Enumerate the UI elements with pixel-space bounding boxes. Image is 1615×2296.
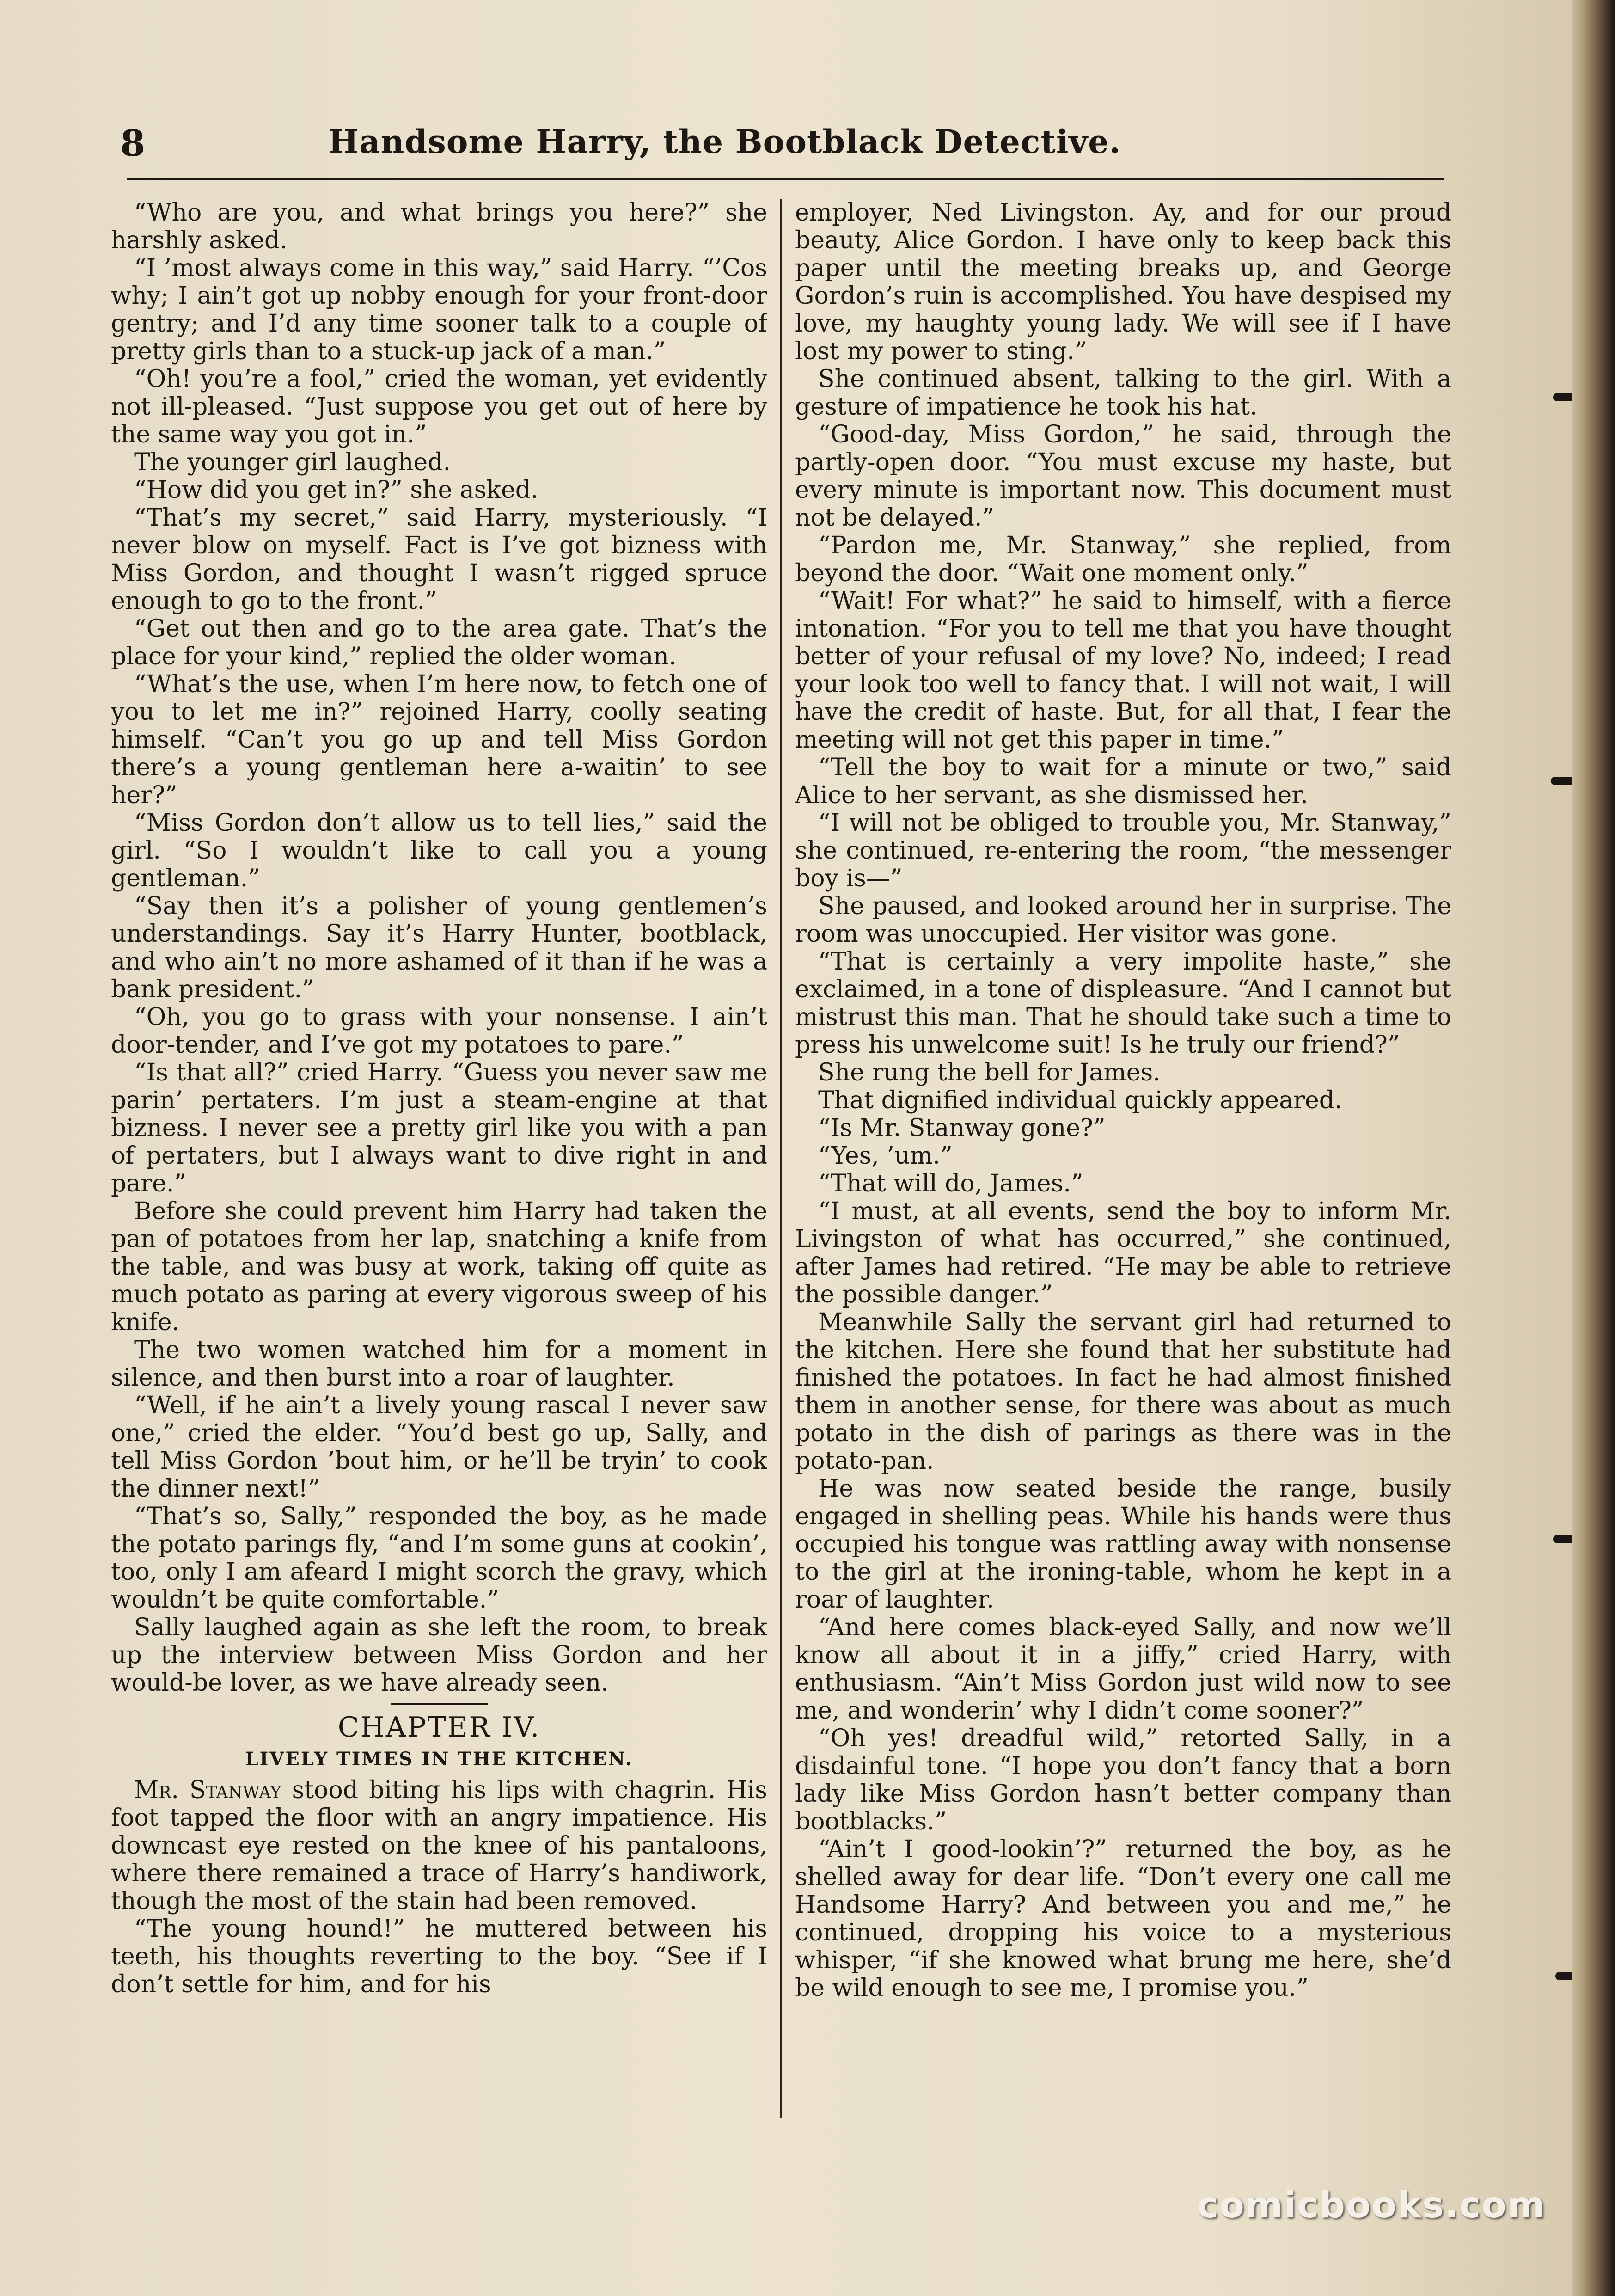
page-header: [111, 118, 1442, 178]
paragraph: “Tell the boy to wait for a minute or two,” said Alice to her servant, as she dismissed her.: [795, 754, 1451, 809]
running-title: Handsome Harry, the Bootblack Detective.: [328, 123, 1121, 161]
paragraph: “Miss Gordon don’t allow us to tell lies,” said the girl. “So I wouldn’t like to call you a young gentleman.”: [111, 809, 767, 892]
paragraph: “And here comes black-eyed Sally, and now we’ll know all about it in a jiffy,” cried Harry, with enthusiasm. “Ain’t Miss Gordon just wild now to see me, and wonderin’ why I didn’t come sooner?”: [795, 1614, 1451, 1725]
chapter-title: CHAPTER IV.: [337, 1711, 541, 1743]
paragraph: “Good-day, Miss Gordon,” he said, through the partly-open door. “You must excuse my haste, but every minute is important now. This document must not be delayed.”: [795, 421, 1451, 532]
paragraph: Before she could prevent him Harry had taken the pan of potatoes from her lap, snatching a knife from the table, and was busy at work, taking off quite as much potato as paring at every vigorous sweep of his knife.: [111, 1197, 767, 1336]
paragraph: “Is that all?” cried Harry. “Guess you never saw me parin’ pertaters. I’m just a steam-engine at that bizness. I never see a pretty girl like you with a pan of pertaters, but I always want to dive right in and pare.”: [111, 1059, 767, 1197]
paragraph: “Say then it’s a polisher of young gentlemen’s understandings. Say it’s Harry Hunter, bootblack, and who ain’t no more ashamed of it than if he was a bank president.”: [111, 892, 767, 1003]
paragraph: “Yes, ’um.”: [818, 1142, 953, 1170]
paragraph: “I will not be obliged to trouble you, Mr. Stanway,” she continued, re-entering the room, “the messenger boy is—”: [795, 809, 1451, 892]
paragraph: The younger girl laughed.: [134, 448, 451, 476]
paragraph: He was now seated beside the range, busily engaged in shelling peas. While his hands were thus occupied his tongue was rattling away with nonsense to the girl at the ironing-table, whom he kept in a roar of laughter.: [795, 1475, 1451, 1614]
chapter-lead-words: Mr. Stanway: [134, 1776, 281, 1804]
paragraph: She continued absent, talking to the girl. With a gesture of impatience he took his hat.: [795, 365, 1451, 421]
paragraph: “Ain’t I good-lookin’?” returned the boy, as he shelled away for dear life. “Don’t every one call me Handsome Harry? And between you and me,” he continued, dropping his voice to a mysterious whisper, “if she knowed what brung me here, she’d be wild enough to see me, I promise you.”: [795, 1836, 1451, 2002]
paragraph: “I must, at all events, send the boy to inform Mr. Livingston of what has occurred,” she continued, after James had retired. “He may be able to retrieve the possible danger.”: [795, 1197, 1451, 1308]
chapter-subtitle: LIVELY TIMES IN THE KITCHEN.: [245, 1748, 633, 1770]
paragraph: Sally laughed again as she left the room, to break up the interview between Miss Gordon and her would-be lover, as we have already seen.: [111, 1614, 767, 1697]
paragraph: employer, Ned Livingston. Ay, and for our proud beauty, Alice Gordon. I have only to keep back this paper until the meeting breaks up, and George Gordon’s ruin is accomplished. You have despised my love, my haughty young lady. We will see if I have lost my power to sting.”: [795, 199, 1451, 365]
left-column: [111, 199, 767, 2159]
paragraph: “The young hound!” he muttered between his teeth, his thoughts reverting to the boy. “See if I don’t settle for him, and for his: [111, 1915, 767, 1998]
paragraph: “Who are you, and what brings you here?” she harshly asked.: [111, 199, 767, 254]
paragraph: “Wait! For what?” he said to himself, with a fierce intonation. “For you to tell me that you have thought better of your refusal of my love? No, indeed; I read your look too well to fancy that. I will not wait, I will have the credit of haste. But, for all that, I fear the meeting will not get this paper in time.”: [795, 587, 1451, 754]
header-rule: [127, 178, 1444, 180]
paragraph: The two women watched him for a moment in silence, and then burst into a roar of laughter.: [111, 1336, 767, 1392]
paragraph: “Oh yes! dreadful wild,” retorted Sally, in a disdainful tone. “I hope you don’t fancy that a born lady like Miss Gordon hasn’t better company than bootblacks.”: [795, 1725, 1451, 1836]
page-number: 8: [120, 123, 146, 165]
chapter-rule: [391, 1703, 488, 1705]
right-column: [795, 199, 1451, 2159]
paragraph: “That’s so, Sally,” responded the boy, as he made the potato parings fly, “and I’m some guns at cookin’, too, only I am afeard I might scorch the gravy, which wouldn’t be quite comfortable.”: [111, 1503, 767, 1614]
chapter-opening-text: stood biting his lips with chagrin. His foot tapped the floor with an angry impatience. His downcast eye rested on the knee of his pantaloons, where there remained a trace of Harry’s handiwork, though the most of the stain had been removed.: [111, 1776, 767, 1915]
paragraph: “How did you get in?” she asked.: [134, 476, 538, 504]
paragraph: “Pardon me, Mr. Stanway,” she replied, from beyond the door. “Wait one moment only.”: [795, 532, 1451, 587]
column-divider: [780, 199, 782, 2118]
paragraph: “Oh, you go to grass with your nonsense. I ain’t door-tender, and I’ve got my potatoes to pare.”: [111, 1003, 767, 1059]
paragraph: “That is certainly a very impolite haste,” she exclaimed, in a tone of displeasure. “And I cannot but mistrust this man. That he should take such a time to press his unwelcome suit! Is he truly our friend?”: [795, 948, 1451, 1059]
paragraph: Meanwhile Sally the servant girl had returned to the kitchen. Here she found that her substitute had finished the potatoes. In fact he had almost finished them in another sense, for there was about as much potato in the dish of parings as there was in the potato-pan.: [795, 1308, 1451, 1475]
watermark-logo: comicbooks.com: [1197, 2185, 1546, 2226]
paragraph: “Is Mr. Stanway gone?”: [818, 1114, 1106, 1142]
paragraph: “Get out then and go to the area gate. That’s the place for your kind,” replied the older woman.: [111, 615, 767, 670]
paragraph: That dignified individual quickly appeared.: [818, 1087, 1342, 1114]
paragraph: “That’s my secret,” said Harry, mysteriously. “I never blow on myself. Fact is I’ve got bizness with Miss Gordon, and thought I wasn’t rigged spruce enough to go to the front.”: [111, 504, 767, 615]
paragraph: “Oh! you’re a fool,” cried the woman, yet evidently not ill-pleased. “Just suppose you get out of here by the same way you got in.”: [111, 365, 767, 448]
paragraph: “What’s the use, when I’m here now, to fetch one of you to let me in?” rejoined Harry, coolly seating himself. “Can’t you go up and tell Miss Gordon there’s a young gentleman here a-waitin’ to see her?”: [111, 670, 767, 809]
paragraph: She rung the bell for James.: [818, 1059, 1161, 1087]
paragraph: “That will do, James.”: [818, 1170, 1083, 1197]
paragraph: She paused, and looked around her in surprise. The room was unoccupied. Her visitor was gone.: [795, 892, 1451, 948]
binding-spine: [1572, 0, 1615, 2296]
chapter-opening-paragraph: [111, 1776, 767, 1915]
paragraph: “Well, if he ain’t a lively young rascal I never saw one,” cried the elder. “You’d best go up, Sally, and tell Miss Gordon ’bout him, or he’ll be tryin’ to cook the dinner next!”: [111, 1392, 767, 1503]
paragraph: “I ’most always come in this way,” said Harry. “’Cos why; I ain’t got up nobby enough for your front-door gentry; and I’d any time sooner talk to a couple of pretty girls than to a stuck-up jack of a man.”: [111, 254, 767, 365]
